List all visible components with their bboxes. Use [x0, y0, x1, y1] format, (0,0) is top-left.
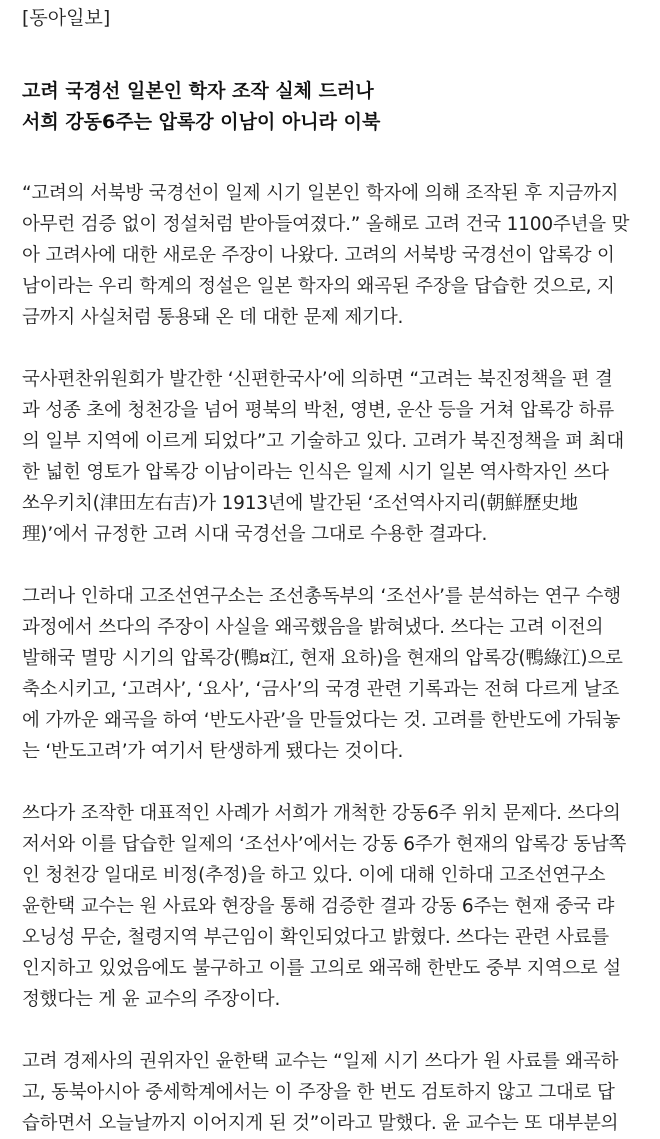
paragraph-4 — [22, 798, 638, 1015]
text-line: 아무런 검증 없이 정설처럼 받아들여졌다.” 올해로 고려 건국 1100주년을 맞 — [22, 214, 630, 235]
text-line: 쓰다가 조작한 대표적인 사례가 서희가 개척한 강동6주 위치 문제다. 쓰다의 — [22, 803, 621, 824]
headline — [22, 76, 638, 138]
text-line: 오닝성 무순, 철령지역 부근임이 확인되었다고 밝혔다. 쓰다는 관련 사료를 — [22, 927, 609, 948]
text-line: 쏘우키치(津田左右吉)가 1913년에 발간된 ‘조선역사지리(朝鮮歷史地 — [22, 493, 578, 514]
paragraph-2 — [22, 364, 638, 550]
text-line: 의 일부 지역에 이르게 되었다”고 기술하고 있다. 고려가 북진정책을 펴 최대 — [22, 431, 625, 452]
headline-line: 고려 국경선 일본인 학자 조작 실체 드러나 — [22, 80, 374, 102]
text-line: 습하면서 오늘날까지 이어지게 된 것”이라고 말했다. 윤 교수는 또 대부분의 — [22, 1113, 619, 1134]
text-line: 축소시키고, ‘고려사’, ‘요사’, ‘금사’의 국경 관련 기록과는 전혀 다르게 날조 — [22, 679, 620, 700]
text-line: 발해국 멸망 시기의 압록강(鴨¤江, 현재 요하)을 현재의 압록강(鴨綠江)으로 — [22, 648, 623, 669]
text-line: 아 고려사에 대한 새로운 주장이 나왔다. 고려의 서북방 국경선이 압록강 이 — [22, 245, 615, 266]
text-line: 과정에서 쓰다의 주장이 사실을 왜곡했음을 밝혀냈다. 쓰다는 고려 이전의 — [22, 617, 604, 638]
text-line: 금까지 사실처럼 통용돼 온 데 대한 문제 제기다. — [22, 307, 404, 328]
news-source: [동아일보] — [22, 7, 111, 29]
text-line: 윤한택 교수는 원 사료와 현장을 통해 검증한 결과 강동 6주는 현재 중국 랴 — [22, 896, 615, 917]
text-line: 에 가까운 왜곡을 하여 ‘반도사관’을 만들었다는 것. 고려를 한반도에 가둬놓 — [22, 710, 621, 731]
text-line: 인지하고 있었음에도 불구하고 이를 고의로 왜곡해 한반도 중부 지역으로 설 — [22, 958, 621, 979]
text-line: 인 청천강 일대로 비정(추정)을 하고 있다. 이에 대해 인하대 고조선연구소 — [22, 865, 606, 886]
text-line: 남이라는 우리 학계의 정설은 일본 학자의 왜곡된 주장을 답습한 것으로, 지 — [22, 276, 615, 297]
paragraph-5 — [22, 1046, 638, 1139]
text-line: 정했다는 게 윤 교수의 주장이다. — [22, 989, 281, 1010]
text-line: 理)’에서 규정한 고려 시대 국경선을 그대로 수용한 결과다. — [22, 524, 488, 545]
text-line: 고, 동북아시아 중세학계에서는 이 주장을 한 번도 검토하지 않고 그대로 답 — [22, 1082, 615, 1103]
headline-line: 서희 강동6주는 압록강 이남이 아니라 이북 — [22, 111, 381, 133]
text-line: “고려의 서북방 국경선이 일제 시기 일본인 학자에 의해 조작된 후 지금까지 — [22, 183, 619, 204]
text-line: 과 성종 초에 청천강을 넘어 평북의 박천, 영변, 운산 등을 거쳐 압록강 하류 — [22, 400, 614, 421]
text-line: 는 ‘반도고려’가 여기서 탄생하게 됐다는 것이다. — [22, 741, 404, 762]
text-line: 저서와 이를 답습한 일제의 ‘조선사’에서는 강동 6주가 현재의 압록강 동남쪽 — [22, 834, 627, 855]
paragraph-3 — [22, 581, 638, 767]
text-line: 국사편찬위원회가 발간한 ‘신편한국사’에 의하면 “고려는 북진정책을 편 결 — [22, 369, 613, 390]
text-line: 한 넓힌 영토가 압록강 이남이라는 인식은 일제 시기 일본 역사학자인 쓰다 — [22, 462, 609, 483]
text-line: 고려 경제사의 권위자인 윤한택 교수는 “일제 시기 쓰다가 원 사료를 왜곡하 — [22, 1051, 619, 1072]
paragraph-1 — [22, 178, 638, 333]
text-line: 그러나 인하대 고조선연구소는 조선총독부의 ‘조선사’를 분석하는 연구 수행 — [22, 586, 621, 607]
